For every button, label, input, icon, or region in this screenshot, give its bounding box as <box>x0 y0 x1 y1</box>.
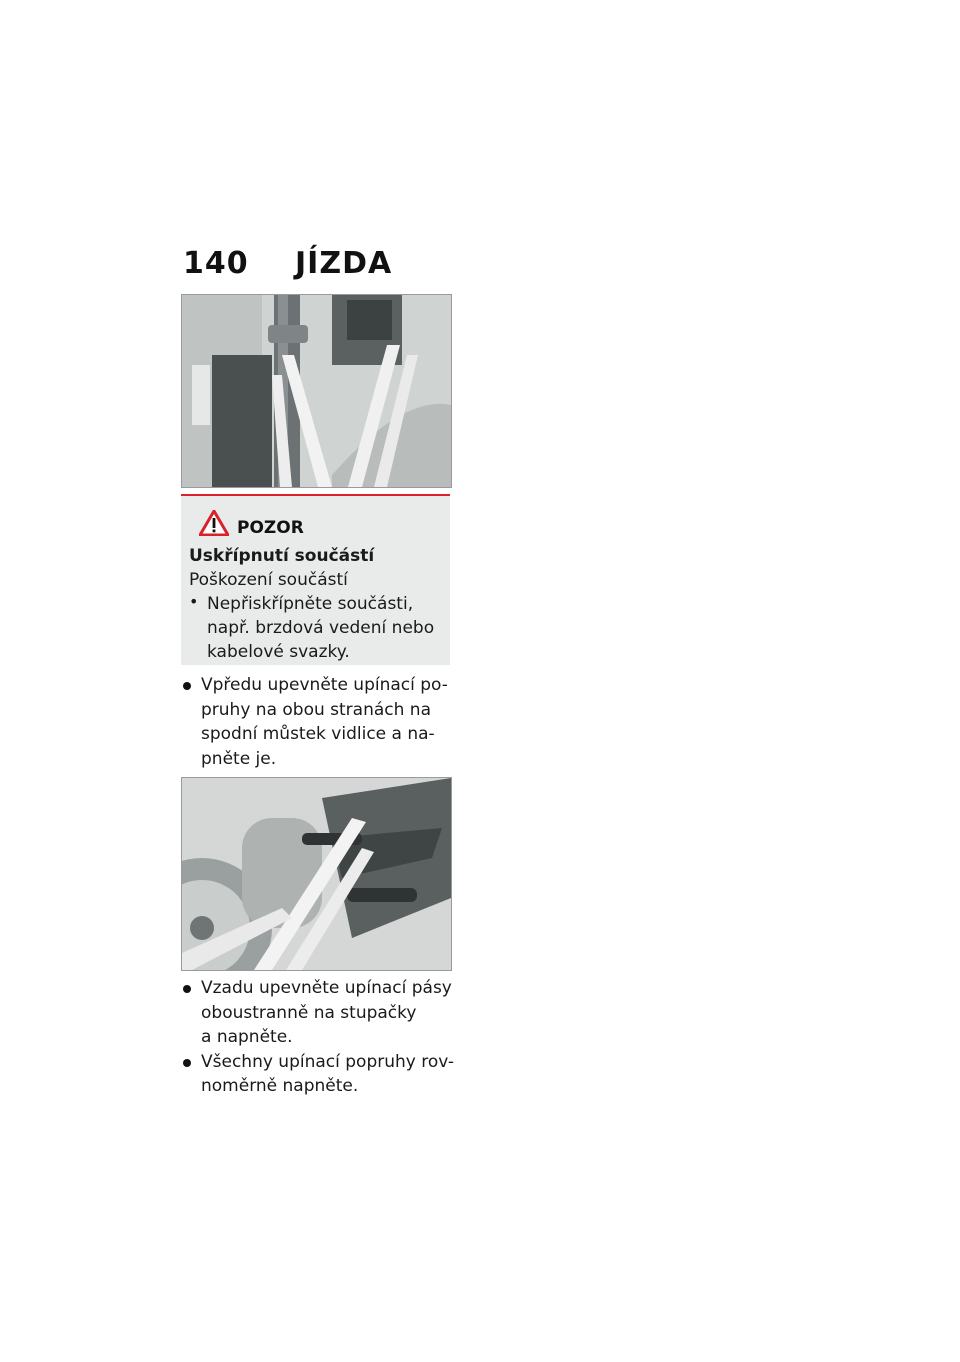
bullet-icon <box>183 985 191 993</box>
list-item <box>181 1050 456 1099</box>
step-line: pněte je. <box>201 748 277 769</box>
page-header <box>183 246 392 281</box>
page-number: 140 <box>183 246 249 281</box>
step-line: Vzadu upevněte upínací pásy <box>201 978 452 998</box>
list-item <box>181 976 456 1050</box>
warning-action-line: kabelové svazky. <box>207 642 350 662</box>
step-line: noměrně napněte. <box>201 1076 359 1096</box>
front-steps-list <box>181 673 456 771</box>
bullet-icon <box>183 1059 191 1067</box>
warning-box <box>181 494 450 665</box>
warning-label: POZOR <box>237 518 304 538</box>
photo-front-fork-illustration <box>182 295 451 487</box>
step-line: spodní můstek vidlice a na- <box>201 724 435 744</box>
warning-consequence: Poškození součástí <box>189 570 348 590</box>
step-line: Všechny upínací popruhy rov- <box>201 1051 454 1072</box>
bullet-icon <box>183 682 191 690</box>
step-line: a napněte. <box>201 1027 293 1047</box>
warning-action <box>189 592 438 664</box>
warning-action-line: Nepřiskřípněte součásti, <box>207 594 414 614</box>
step-line: oboustranně na stupačky <box>201 1002 417 1023</box>
list-item <box>181 673 456 771</box>
warning-action-line: např. brzdová vedení nebo <box>207 618 435 638</box>
photo-rear-footrest-illustration <box>182 778 451 970</box>
photo-rear-footrest-straps <box>181 777 452 971</box>
section-title: JÍZDA <box>295 246 393 281</box>
warning-hazard: Uskřípnutí součástí <box>189 546 375 566</box>
photo-front-fork-straps <box>181 294 452 488</box>
step-line: Vpředu upevněte upínací po- <box>201 675 448 695</box>
step-line: pruhy na obou stranách na <box>201 699 431 720</box>
rear-steps-list <box>181 976 456 1099</box>
warning-triangle-icon <box>199 510 229 536</box>
warning-action-bullet: • <box>189 592 199 611</box>
warning-header <box>189 496 438 544</box>
